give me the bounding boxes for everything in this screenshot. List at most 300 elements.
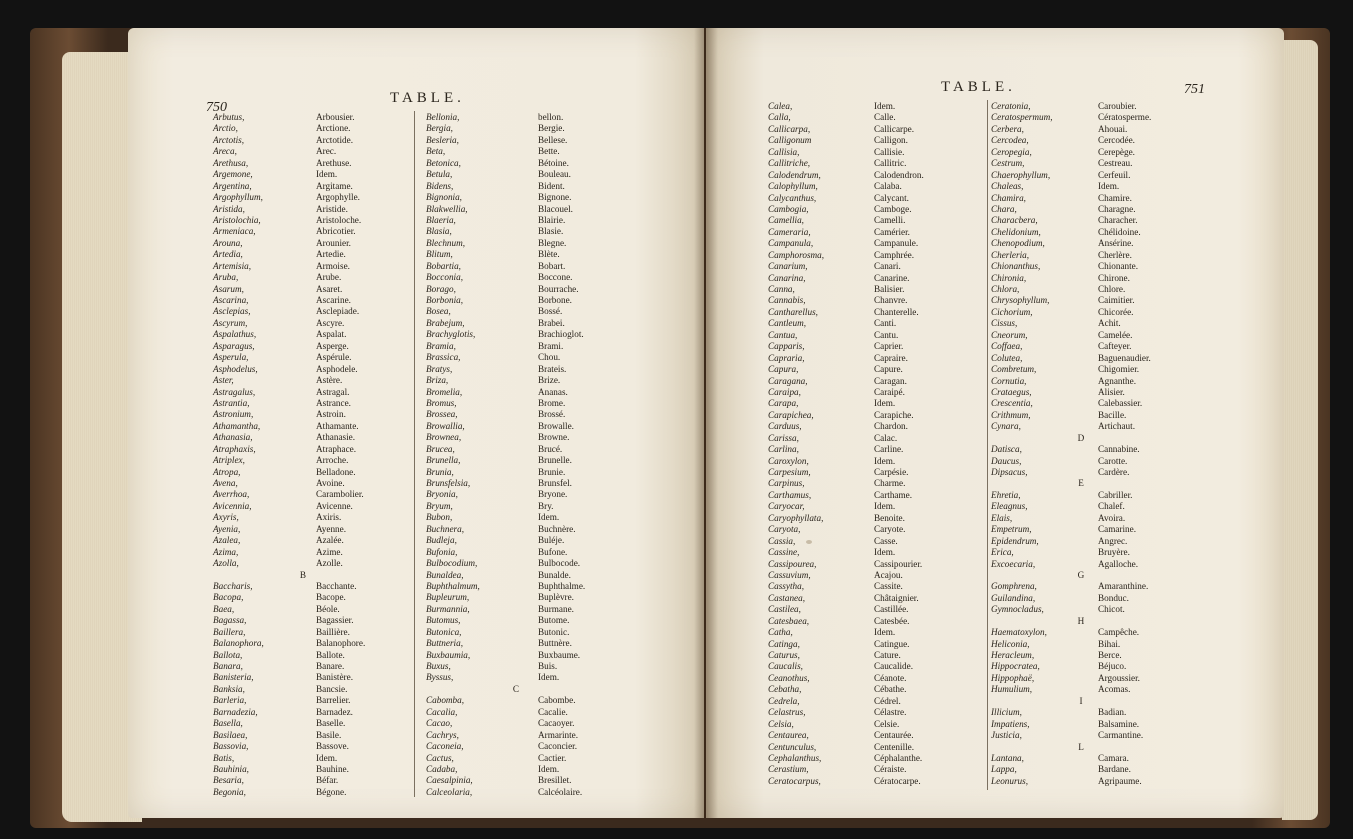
index-entry: Bulbocode. (538, 558, 581, 569)
index-entry: Canna, (768, 284, 795, 294)
index-entry: Browne. (538, 432, 570, 443)
index-entry: Brami. (538, 340, 564, 351)
index-entry: Basella, (213, 718, 243, 729)
index-entry: Betula, (426, 169, 453, 180)
index-entry: Calophyllum, (768, 181, 818, 192)
index-entry: Calligon. (874, 135, 908, 146)
index-entry: Centaurée. (874, 730, 914, 741)
index-entry: Guilandina, (991, 592, 1036, 603)
index-entry: Calebassier. (1098, 398, 1143, 409)
index-entry: Cornutia, (991, 375, 1027, 386)
index-entry: Capura, (768, 364, 799, 375)
index-entry: Chara, (991, 203, 1017, 214)
index-entry: Bihai. (1098, 638, 1121, 649)
index-entry: Chalef. (1098, 501, 1125, 512)
index-entry: Blakwellia, (426, 203, 468, 214)
ink-spot (806, 540, 812, 544)
index-entry: Briza, (426, 375, 449, 386)
index-entry: Bacille. (1098, 409, 1127, 420)
index-entry: Buléje. (538, 535, 565, 546)
entries-latin-col1 (768, 101, 824, 787)
index-entry: Basile. (316, 729, 342, 740)
index-entry: Argophyllum, (213, 192, 263, 203)
index-entry: Borbone. (538, 295, 572, 305)
index-entry: Azalée. (316, 535, 344, 546)
index-entry: Bauhinia, (213, 763, 249, 774)
index-entry: Aspérule. (316, 352, 352, 363)
index-entry: Cambogia, (768, 203, 809, 214)
index-entry: Brunelle. (538, 455, 572, 466)
index-entry: Berce. (1098, 650, 1122, 660)
index-entry: Belladone. (316, 466, 356, 477)
entries-latin-col2 (426, 112, 616, 798)
index-entry: Borago, (426, 283, 456, 294)
index-entry: Cardère. (1098, 467, 1130, 477)
index-entry: Browallia, (426, 420, 465, 431)
index-entry: Artedie. (316, 249, 346, 260)
index-entry: Ceratocarpus, (768, 775, 821, 786)
index-entry: Cherleria, (991, 249, 1030, 260)
index-entry: Besleria, (426, 134, 459, 145)
index-entry: Cacaoyer. (538, 718, 575, 729)
index-entry: Camellia, (768, 215, 804, 226)
index-entry: Campanula, (768, 238, 814, 249)
index-entry: Ayenne. (316, 523, 347, 534)
index-entry: Capparis, (768, 341, 805, 352)
index-entry: Epidendrum, (991, 535, 1039, 546)
index-entry: Banara, (213, 661, 243, 671)
index-entry: Callitric. (874, 158, 907, 169)
index-entry: Bupleurum, (426, 592, 470, 603)
index-entry: Bruyère. (1098, 547, 1130, 558)
index-entry: Camelli. (874, 215, 906, 226)
index-entry: Camphrée. (874, 249, 915, 260)
index-entry: Celsia, (768, 718, 794, 729)
index-entry: Cephalanthus, (768, 752, 822, 763)
index-entry: Armarinte. (538, 729, 579, 740)
index-entry: Cadaba, (426, 763, 458, 774)
index-entry: Eleagnus, (991, 501, 1028, 512)
index-entry: Catesbée. (874, 615, 910, 626)
index-entry: Blechnum, (426, 237, 466, 248)
index-entry: Buttnère. (538, 638, 572, 649)
index-entry: Bryone. (538, 489, 568, 500)
index-entry: Bacopa, (213, 592, 244, 603)
column-divider (414, 111, 415, 797)
index-entry: Arctio, (213, 123, 238, 134)
index-entry: Bacchante. (316, 580, 357, 591)
index-entry: Brachioglot. (538, 329, 584, 340)
index-entry: Bergia, (426, 123, 453, 134)
index-entry: Carissa, (768, 432, 799, 443)
index-entry: Brownea, (426, 432, 462, 443)
index-entry: Buchnère. (538, 523, 576, 534)
index-entry: Caryote. (874, 524, 906, 535)
index-entry: Arbutus, (213, 112, 245, 122)
index-entry: Béfar. (316, 775, 339, 786)
index-entry: Bignone. (538, 192, 572, 203)
index-entry: Canari. (874, 261, 901, 272)
running-head: TABLE. (390, 90, 465, 106)
index-entry: Bromelia, (426, 386, 463, 397)
index-entry: Caimitier. (1098, 295, 1135, 306)
index-entry: Angrec. (1098, 535, 1128, 546)
index-entry: Centunculus, (768, 741, 817, 752)
index-entry: Callicarpe. (874, 123, 915, 134)
index-entry: Azolla, (213, 558, 239, 569)
index-entry: Camérier. (874, 226, 910, 237)
index-entry: Balanophora, (213, 638, 264, 649)
index-entry: Buphthalmum, (426, 580, 480, 591)
index-entry: Cestrum, (991, 158, 1025, 169)
index-entry: Ballote. (316, 649, 345, 660)
index-entry: Camboge. (874, 203, 912, 214)
right-page (706, 28, 1284, 818)
index-entry: Acajou. (874, 569, 903, 580)
index-entry: Cassite. (874, 581, 903, 592)
index-entry: Cissus, (991, 318, 1018, 329)
index-entry: Boccone. (538, 272, 573, 283)
index-entry: Atropa, (213, 466, 241, 477)
index-entry: Cactier. (538, 752, 567, 763)
index-entry: Artedia, (213, 249, 243, 260)
index-entry: Chionanthus, (991, 261, 1041, 272)
index-entry: Crescentia, (991, 398, 1033, 409)
index-entry: Céanote. (874, 672, 907, 683)
index-entry: Aster, (213, 375, 234, 386)
index-entry: Buttneria, (426, 638, 464, 649)
index-entry: Carlina, (768, 444, 799, 455)
index-entry: Idem. (316, 752, 338, 763)
index-entry: Brateis. (538, 363, 567, 374)
index-entry: Arouna, (213, 237, 243, 248)
index-entry: Charagne. (1098, 203, 1136, 214)
index-entry: Abricotier. (316, 226, 356, 237)
index-entry: Asphodele. (316, 363, 358, 374)
index-entry: Athanasia, (213, 432, 253, 443)
index-entry: Casse. (874, 535, 898, 546)
index-entry: Caprier. (874, 341, 904, 352)
index-entry: Cebatha, (768, 684, 802, 695)
index-entry: Ansérine. (1098, 238, 1134, 249)
index-entry: Azolle. (316, 558, 343, 569)
index-entry: Bident. (538, 180, 565, 191)
index-entry: Astragal. (316, 386, 350, 397)
index-entry: Capure. (874, 364, 903, 375)
index-entry: Chionante. (1098, 261, 1139, 272)
index-entry (1098, 616, 1151, 627)
index-entry: Betonica, (426, 157, 461, 168)
index-entry: Blasie. (538, 226, 564, 237)
index-entry: Armeniaca, (213, 226, 256, 237)
index-entry: Excoecaria, (991, 558, 1036, 569)
index-entry: Cestreau. (1098, 158, 1133, 169)
index-entry: Cedrela, (768, 695, 800, 706)
index-entry: Barnadez. (316, 706, 353, 717)
index-entry: Canarina, (768, 272, 806, 283)
index-entry: Bresillet. (538, 775, 572, 786)
index-entry: Cantu. (874, 329, 899, 340)
index-entry: Bétoine. (538, 157, 569, 168)
index-entry: Cébathe. (874, 684, 907, 695)
index-entry: Calligonum (768, 135, 812, 146)
index-entry: Alisier. (1098, 386, 1125, 397)
index-entry: Buxus, (426, 661, 451, 671)
index-entry: Coffaea, (991, 341, 1023, 352)
index-entry: Bryum, (426, 500, 453, 511)
index-entry: Céraiste. (874, 764, 907, 775)
running-head: TABLE. (941, 79, 1016, 95)
index-entry: Datisca, (991, 444, 1022, 455)
index-entry: Azima, (213, 546, 239, 557)
index-entry: Béjuco. (1098, 661, 1127, 672)
index-entry: Campanule. (874, 238, 919, 249)
index-entry: Cichorium, (991, 306, 1033, 317)
index-entry: Canarium, (768, 261, 808, 272)
page-block-edge-right (1282, 40, 1318, 820)
index-entry: Cabriller. (1098, 489, 1133, 500)
index-entry: Chironia, (991, 272, 1027, 283)
index-entry: Idem. (874, 398, 896, 409)
index-entry: Ananas. (538, 386, 568, 397)
column-divider (987, 100, 988, 790)
index-entry: Chlora, (991, 284, 1020, 294)
index-entry: Heliconia, (991, 638, 1030, 649)
index-entry: Carduus, (768, 421, 802, 432)
index-entry: Arube. (316, 272, 342, 283)
index-entry: Caconeia, (426, 741, 464, 752)
index-entry: Calycanthus, (768, 192, 817, 203)
index-entry: Callitriche, (768, 158, 811, 169)
index-entry: Chanvre. (874, 295, 908, 306)
index-entry: Cassytha, (768, 581, 804, 592)
section-letter: H (1077, 615, 1085, 626)
index-entry: Brucea, (426, 443, 455, 454)
index-entry: Cantleum, (768, 318, 807, 329)
index-entry: Arroche. (316, 455, 349, 466)
index-entry: Colutea, (991, 352, 1023, 363)
index-entry: Athanasie. (316, 432, 356, 443)
index-entry: Astère. (316, 375, 343, 386)
index-entry: Chamire. (1098, 192, 1132, 203)
index-entry: Calac. (874, 432, 898, 443)
index-entry: Blaeria, (426, 214, 456, 225)
index-entry: Caconcier. (538, 741, 578, 752)
index-entry: Carapichea, (768, 409, 814, 420)
index-entry: Astrance. (316, 397, 351, 408)
index-entry: Arctotide. (316, 134, 353, 145)
index-entry: Bufone. (538, 546, 568, 557)
index-entry: Calaba. (874, 181, 902, 192)
index-entry: Atraphace. (316, 443, 357, 454)
index-entry: Aruba, (213, 272, 239, 283)
index-entry: Ehretia, (991, 489, 1021, 500)
index-entry: Blegne. (538, 237, 567, 248)
index-entry: Cantua, (768, 329, 798, 340)
index-entry: Catingue. (874, 638, 910, 649)
index-entry: Chrysophyllum, (991, 295, 1050, 306)
index-entry: Catinga, (768, 638, 800, 649)
index-entry: Besaria, (213, 775, 244, 786)
index-entry: Idem. (874, 101, 896, 111)
index-entry: Astrantia, (213, 397, 250, 408)
index-entry: Ascyrum, (213, 317, 248, 328)
index-entry: Carpesium, (768, 467, 811, 477)
index-entry: Calodendron. (874, 169, 924, 180)
index-entry: Carpésie. (874, 467, 909, 477)
index-entry: Calceolaria, (426, 786, 473, 797)
index-entry: Blitum, (426, 249, 453, 260)
index-entry: Bassove. (316, 741, 349, 752)
index-entry: Borbonia, (426, 295, 464, 305)
index-entry: Agripaume. (1098, 775, 1142, 786)
index-entry: Cassipourier. (874, 558, 923, 569)
index-entry: Castanea, (768, 592, 806, 603)
index-entry: Chlore. (1098, 284, 1126, 294)
index-entry: Badian. (1098, 707, 1127, 718)
index-entry: Bufonia, (426, 546, 458, 557)
index-entry: Caraipé. (874, 386, 905, 397)
index-entry: Bocconia, (426, 272, 463, 283)
index-entry: Carapa, (768, 398, 799, 409)
index-entry: Acomas. (1098, 684, 1131, 695)
index-entry: Idem. (316, 169, 338, 180)
index-entry: Aspalathus, (213, 329, 257, 340)
index-entry: Canarine. (874, 272, 910, 283)
index-entry: Idem. (538, 763, 560, 774)
index-entry: Cédrel. (874, 695, 901, 706)
index-entry: Axyris, (213, 512, 239, 523)
index-entry: Bagassa, (213, 615, 247, 626)
index-entry: Carpinus, (768, 478, 805, 489)
index-entry: Bryonia, (426, 489, 458, 500)
index-entry: Chou. (538, 352, 561, 363)
left-page (128, 28, 704, 818)
entries-french-col1 (874, 101, 924, 787)
index-entry: Buxbaumia, (426, 649, 471, 660)
section-letter: B (299, 569, 307, 580)
index-entry: Arounier. (316, 237, 351, 248)
section-letter: L (1078, 741, 1084, 752)
index-entry: Aristoloche. (316, 214, 362, 225)
entries-french-col2 (538, 112, 585, 798)
index-entry: Campêche. (1098, 627, 1140, 638)
index-entry: Bellese. (538, 134, 568, 145)
index-entry: Camphorosma, (768, 249, 825, 260)
index-entry: Cassuvium, (768, 569, 811, 580)
index-entry: Armoise. (316, 260, 350, 271)
index-entry: Caesalpinia, (426, 775, 473, 786)
index-entry: Calle. (874, 112, 896, 123)
index-entry: Chicot. (1098, 604, 1125, 615)
index-entry: Catha, (768, 627, 793, 638)
index-entry: Argentina, (213, 180, 252, 191)
index-entry: Carthamus, (768, 489, 812, 500)
index-entry: Azime. (316, 546, 343, 557)
index-entry: Buchnera, (426, 523, 465, 534)
index-entry: Idem. (538, 672, 560, 683)
index-entry: Canti. (874, 318, 897, 329)
index-entry: Characbera, (991, 215, 1038, 226)
index-entry: Bacope. (316, 592, 346, 603)
index-entry: Erica, (991, 547, 1014, 558)
index-entry: Cerbera, (991, 123, 1024, 134)
index-entry: Calla, (768, 112, 791, 123)
index-entry: Caucalide. (874, 661, 914, 672)
index-entry: Achit. (1098, 318, 1121, 329)
index-entry: Buphthalme. (538, 580, 586, 591)
index-entry: Caryota, (768, 524, 801, 535)
section-letter: E (1078, 478, 1084, 489)
index-entry: Humulium, (991, 684, 1033, 695)
index-entry: Bry. (538, 500, 554, 511)
index-entry: Brome. (538, 397, 566, 408)
index-entry: Bégone. (316, 786, 347, 797)
index-entry: Calycant. (874, 192, 909, 203)
index-entry: Brossé. (538, 409, 566, 420)
index-entry: Argemone, (213, 169, 253, 180)
index-entry: Bourrache. (538, 283, 579, 294)
index-entry: Chélidoine. (1098, 226, 1141, 237)
index-entry: Bidens, (426, 180, 454, 191)
index-entry: Avena, (213, 478, 238, 488)
index-entry: Amaranthine. (1098, 581, 1149, 592)
index-entry: Avicenne. (316, 500, 353, 511)
index-entry: Blairie. (538, 214, 566, 225)
index-entry: Cerastium, (768, 764, 809, 775)
index-entry: Banare. (316, 661, 345, 671)
index-entry: Butomus, (426, 615, 461, 626)
index-entry: Asperula, (213, 352, 249, 363)
index-entry: Haematoxylon, (991, 627, 1047, 638)
index-entry: Butome. (538, 615, 570, 626)
index-entry: Ascarina, (213, 295, 249, 305)
index-entry: Bette. (538, 146, 560, 157)
index-entry: Bramia, (426, 340, 456, 351)
index-entry: Justicia, (991, 730, 1022, 741)
index-entry: Baillière. (316, 626, 350, 637)
index-entry: Athamante. (316, 420, 359, 431)
index-entry: Bagassier. (316, 615, 354, 626)
index-entry: Averrhoa, (213, 489, 250, 500)
index-entry: Chirone. (1098, 272, 1130, 283)
index-entry: Ayenia, (213, 523, 241, 534)
index-entry: Butonic. (538, 626, 570, 637)
index-entry: Arbousier. (316, 112, 355, 122)
index-entry: Caturus, (768, 650, 800, 660)
index-entry: Ascarine. (316, 295, 351, 305)
index-entry: Caragana, (768, 375, 808, 386)
index-entry: Butonica, (426, 626, 462, 637)
index-entry: Balsamine. (1098, 718, 1140, 729)
index-entry: Banksia, (213, 683, 245, 694)
index-entry: Aristide. (316, 203, 348, 214)
index-entry: Aristolochia, (213, 214, 261, 225)
index-entry: Buis. (538, 661, 558, 671)
index-entry: Chelidonium, (991, 226, 1041, 237)
index-entry: Brabejum, (426, 317, 465, 328)
index-entry: Callisie. (874, 146, 905, 157)
index-entry (1098, 570, 1151, 581)
index-entry: Cannabis, (768, 295, 806, 306)
index-entry: Ceratospermum, (991, 112, 1053, 123)
index-entry: Lantana, (991, 752, 1024, 763)
index-entry: Hippophaë, (991, 672, 1035, 683)
index-entry: Gomphrena, (991, 581, 1037, 592)
index-entry: Begonia, (213, 786, 246, 797)
index-entry: Argitame. (316, 180, 353, 191)
index-entry: Bromus, (426, 397, 457, 408)
